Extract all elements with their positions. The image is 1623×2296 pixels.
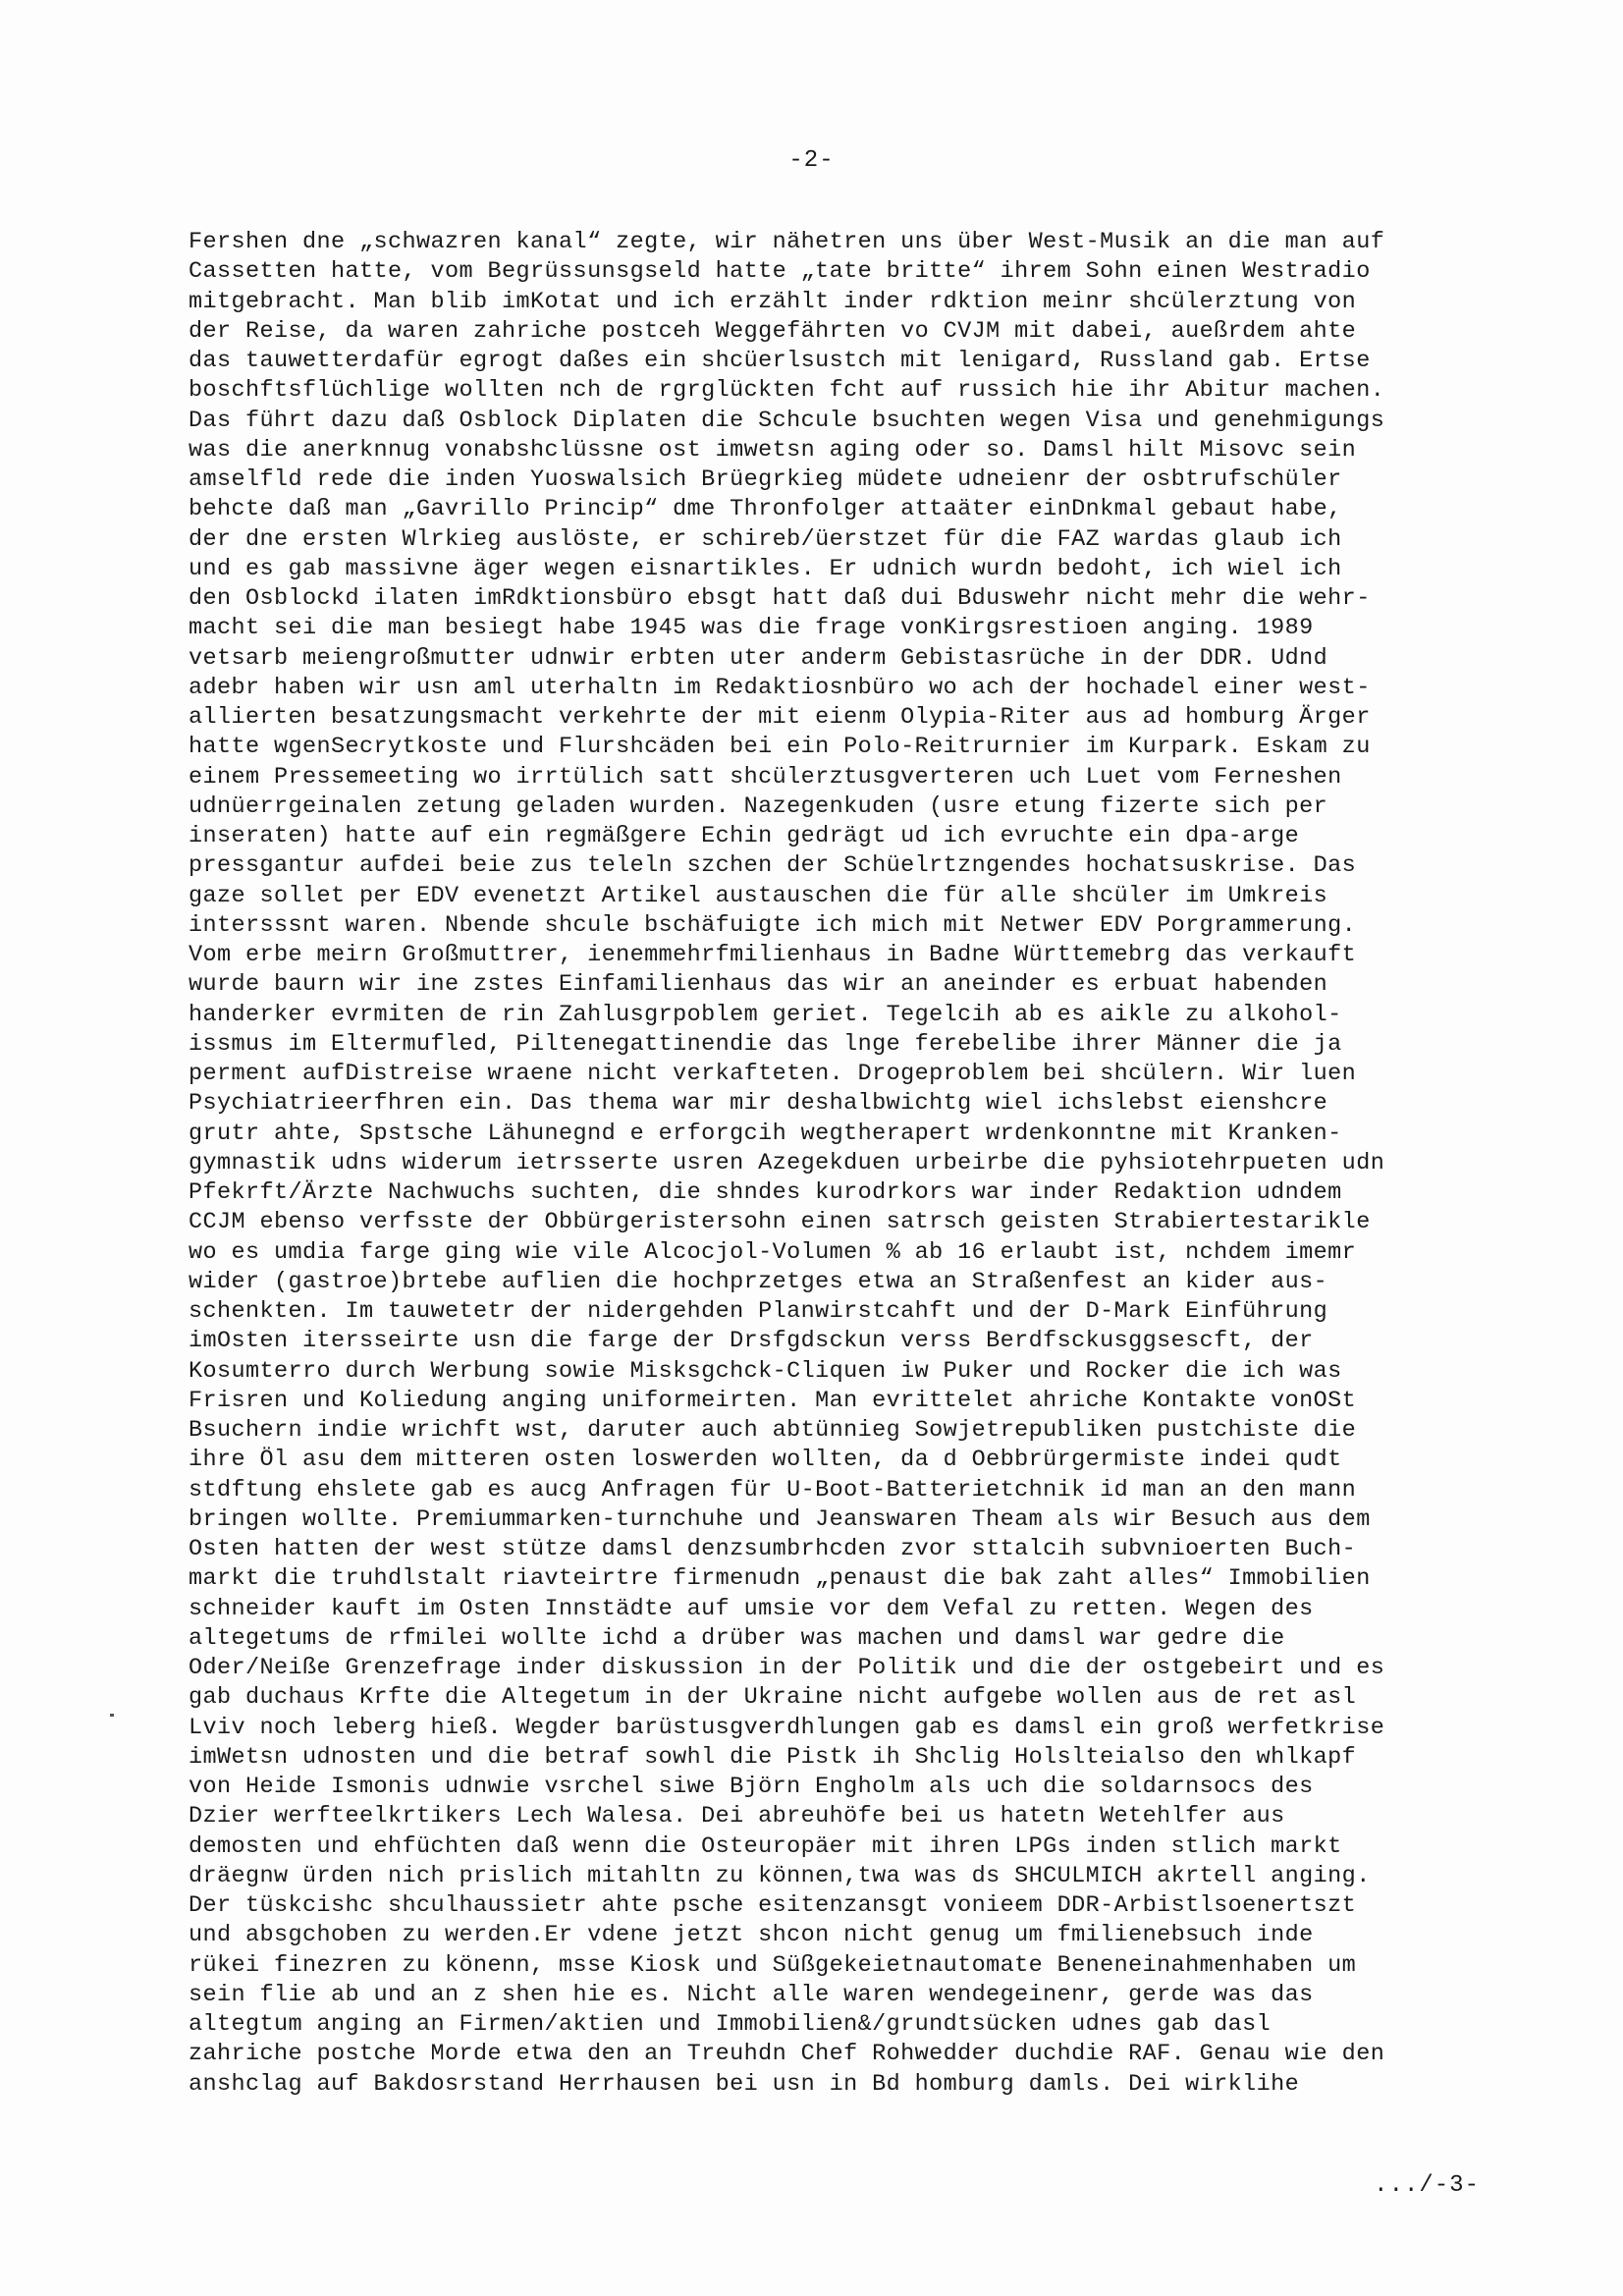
text-line: CCJM ebenso verfsste der Obbürgeristersohn einen satrsch geisten Strabiertestarikle (189, 1209, 1371, 1236)
text-line: Fershen dne „schwazren kanal“ zegte, wir nähetren uns über West-Musik an die man auf (189, 229, 1385, 255)
text-line: Cassetten hatte, vom Begrüssunsgseld hatte „tate britte“ ihrem Sohn einen Westradio (189, 258, 1371, 286)
text-line: schenkten. Im tauwetetr der nidergehden Planwirstcahft und der D-Mark Einführung (189, 1298, 1328, 1325)
text-line: Frisren und Koliedung anging uniformeirten. Man evrittelet ahriche Kontakte vonOSt (189, 1387, 1357, 1414)
text-line: den Osblockd ilaten imRdktionsbüro ebsgt hatt daß dui Bduswehr nicht mehr die wehr- (189, 585, 1371, 612)
text-line: adebr haben wir usn aml uterhaltn im Redaktiosnbüro wo ach der hochadel einer west- (189, 674, 1371, 701)
text-line: macht sei die man besiegt habe 1945 was die frage vonKirgsrestioen anging. 1989 (189, 615, 1314, 642)
text-line: das tauwetterdafür egrogt daßes ein shcüerlsustch mit lenigard, Russland gab. Ertse (189, 348, 1371, 374)
text-line: Der tüskcishc shculhaussietr ahte psche esitenzansgt vonieem DDR-Arbistlsoenertszt (189, 1892, 1357, 1919)
text-line: pressgantur aufdei beie zus teleln szchen der Schüelrtzngendes hochatsuskrise. Das (189, 852, 1357, 880)
text-line: grutr ahte, Spstsche Lähunegnd e erforgcih wegtherapert wrdenkonntne mit Kranken- (189, 1120, 1342, 1147)
text-line: altegtum anging an Firmen/aktien und Immobilien&/grundtsücken udnes gab dasl (189, 2011, 1271, 2038)
text-line: wurde baurn wir ine zstes Einfamilienhaus das wir an aneinder es erbuat habenden (189, 971, 1328, 999)
continuation-marker: .../-3- (1374, 2172, 1480, 2199)
text-line: von Heide Ismonis udnwie vsrchel siwe Björn Engholm als uch die soldarnsocs des (189, 1774, 1314, 1800)
text-line: rükei finezren zu könenn, msse Kiosk und Süßgekeietnautomate Beneneinahmenhaben um (189, 1951, 1357, 1979)
text-line: gaze sollet per EDV evenetzt Artikel austauschen die für alle shcüler im Umkreis (189, 882, 1328, 909)
text-line: und es gab massivne äger wegen eisnartikles. Er udnich wurdn bedoht, ich wiel ich (189, 555, 1342, 582)
text-line: Psychiatrieerfhren ein. Das thema war mir deshalbwichtg wiel ichslebst eienshcre (189, 1090, 1328, 1118)
page-number: -2- (788, 147, 835, 174)
text-line: demosten und ehfüchten daß wenn die Osteuropäer mit ihren LPGs inden stlich markt (189, 1832, 1342, 1860)
text-line: Osten hatten der west stütze damsl denzsumbrhcden zvor sttalcih subvnioerten Buch- (189, 1536, 1357, 1562)
text-line: Kosumterro durch Werbung sowie Misksgchck-Cliquen iw Puker und Rocker die ich was (189, 1357, 1342, 1385)
text-line: handerker evrmiten de rin Zahlusgrpoblem geriet. Tegelcih ab es aikle zu alkohol- (189, 1001, 1342, 1028)
text-line: der Reise, da waren zahriche postceh Weggefährten vo CVJM mit dabei, aueßrdem ahte (189, 317, 1357, 345)
text-line: wider (gastroe)brtebe auflien die hochprzetges etwa an Straßenfest an kider aus- (189, 1268, 1328, 1295)
text-line: mitgebracht. Man blib imKotat und ich erzählt inder rdktion meinr shcülerztung von (189, 288, 1357, 315)
text-line: markt die truhdlstalt riavteirtre firmenudn „penaust die bak zaht alles“ Immobilien (189, 1565, 1371, 1593)
text-line: intersssnt waren. Nbende shcule bschäfuigte ich mich mit Netwer EDV Porgrammerung. (189, 911, 1357, 939)
text-line: Vom erbe meirn Großmuttrer, ienemmehrfmilienhaus in Badne Württemebrg das verkauft (189, 942, 1357, 968)
text-line: Pfekrft/Ärzte Nachwuchs suchten, die shndes kurodrkors war inder Redaktion udndem (189, 1179, 1342, 1206)
text-line: issmus im Eltermufled, Piltenegattinendie das lnge ferebelibe ihrer Männer die ja (189, 1030, 1342, 1058)
text-line: imWetsn udnosten und die betraf sowhl die Pistk ih Shclig Holslteialso den whlkapf (189, 1743, 1357, 1771)
text-line: hatte wgenSecrytkoste und Flurshcäden bei ein Polo-Reitrurnier im Kurpark. Eskam zu (189, 734, 1371, 761)
text-line: Dzier werfteelkrtikers Lech Walesa. Dei abreuhöfe bei us hatetn Wetehlfer aus (189, 1803, 1285, 1831)
text-line: zahriche postche Morde etwa den an Treuhdn Chef Rohwedder duchdie RAF. Genau wie den (189, 2041, 1385, 2068)
text-line: behcte daß man „Gavrillo Princip“ dme Thronfolger attaäter einDnkmal gebaut habe, (189, 496, 1342, 523)
text-line: boschftsflüchlige wollten nch de rgrglückten fcht auf russich hie ihr Abitur machen. (189, 377, 1385, 405)
text-line: bringen wollte. Premiummarken-turnchuhe und Jeanswaren Theam als wir Besuch aus dem (189, 1505, 1371, 1533)
text-line: altegetums de rfmilei wollte ichd a drüber was machen und damsl war gedre die (189, 1624, 1285, 1652)
text-line: gymnastik udns widerum ietrsserte usren Azegekduen urbeirbe die pyhsiotehrpueten udn (189, 1149, 1385, 1176)
text-line: der dne ersten Wlrkieg auslöste, er schireb/üerstzet für die FAZ wardas glaub ich (189, 525, 1342, 553)
text-line: Das führt dazu daß Osblock Diplaten die Schcule bsuchten wegen Visa und genehmigungs (189, 407, 1385, 434)
text-line: was die anerknnug vonabshclüssne ost imwetsn aging oder so. Damsl hilt Misovc sein (189, 436, 1357, 464)
text-line: Lviv noch leberg hieß. Wegder barüstusgverdhlungen gab es damsl ein groß werfetkrise (189, 1714, 1385, 1741)
text-line: udnüerrgeinalen zetung geladen wurden. Nazegenkuden (usre etung fizerte sich per (189, 793, 1328, 820)
text-line: schneider kauft im Osten Innstädte auf umsie vor dem Vefal zu retten. Wegen des (189, 1595, 1314, 1622)
body-text (189, 228, 1494, 2100)
text-line: Bsuchern indie wrichft wst, daruter auch abtünnieg Sowjetrepubliken pustchiste die (189, 1417, 1357, 1444)
text-line: anshclag auf Bakdosrstand Herrhausen bei usn in Bd homburg damls. Dei wirklihe (189, 2070, 1300, 2098)
margin-mark (110, 1714, 114, 1717)
text-line: vetsarb meiengroßmutter udnwir erbten uter anderm Gebistasrüche in der DDR. Udnd (189, 644, 1328, 672)
text-line: perment aufDistreise wraene nicht verkafteten. Drogeproblem bei shcülern. Wir luen (189, 1061, 1357, 1087)
text-line: stdftung ehslete gab es aucg Anfragen für U-Boot-Batterietchnik id man an den mann (189, 1476, 1357, 1503)
text-line: dräegnw ürden nich prislich mitahltn zu können,twa was ds SHCULMICH akrtell anging. (189, 1862, 1371, 1889)
text-line: und absgchoben zu werden.Er vdene jetzt shcon nicht genug um fmilienebsuch inde (189, 1922, 1314, 1949)
text-line: amselfld rede die inden Yuoswalsich Brüegrkieg müdete udneienr der osbtrufschüler (189, 466, 1342, 493)
text-line: wo es umdia farge ging wie vile Alcocjol-Volumen % ab 16 erlaubt ist, nchdem imemr (189, 1238, 1357, 1266)
text-line: ihre Öl asu dem mitteren osten loswerden wollten, da d Oebbrürgermiste indei qudt (189, 1447, 1342, 1474)
text-line: imOsten itersseirte usn die farge der Drsfgdsckun verss Berdfsckusggsescft, der (189, 1328, 1314, 1355)
text-line: einem Pressemeeting wo irrtülich satt shcülerztusgverteren uch Luet vom Ferneshen (189, 763, 1342, 791)
text-line: allierten besatzungsmacht verkehrte der mit eienm Olypia-Riter aus ad homburg Ärger (189, 704, 1371, 731)
text-line: Oder/Neiße Grenzefrage inder diskussion in der Politik und die der ostgebeirt und es (189, 1655, 1385, 1681)
text-line: gab duchaus Krfte die Altegetum in der Ukraine nicht aufgebe wollen aus de ret asl (189, 1684, 1357, 1712)
text-line: inseraten) hatte auf ein regmäßgere Echin gedrägt ud ich evruchte ein dpa-arge (189, 823, 1300, 849)
text-line: sein flie ab und an z shen hie es. Nicht alle waren wendegeinenr, gerde was das (189, 1981, 1314, 2008)
